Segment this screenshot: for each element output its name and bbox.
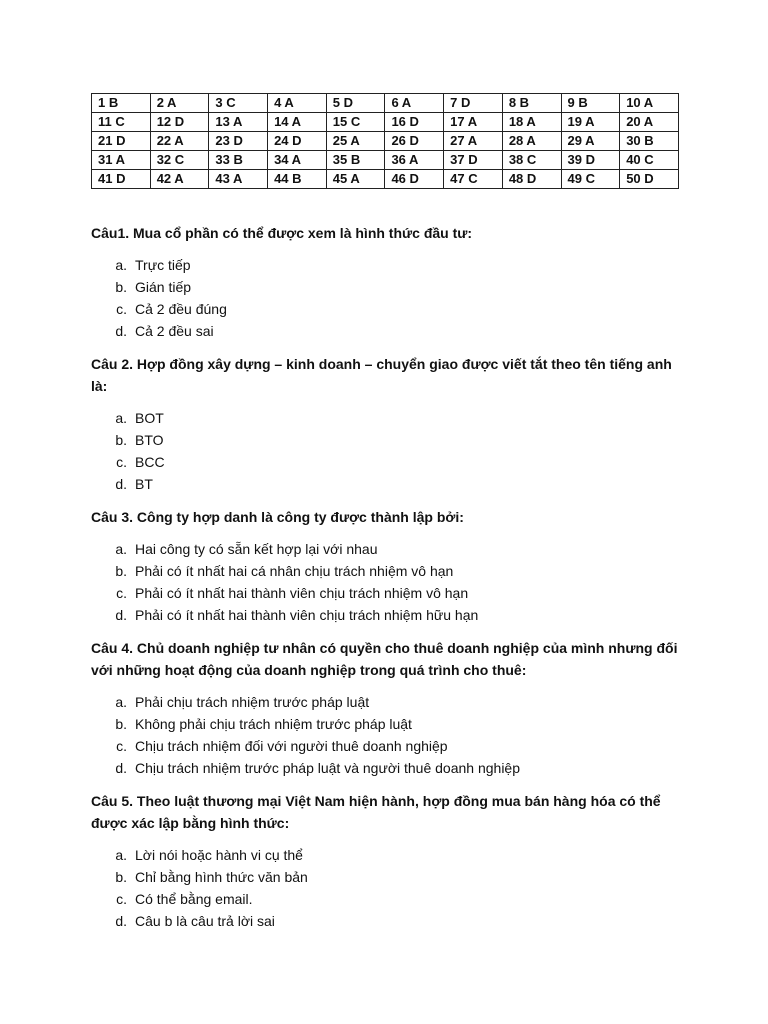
option-text: Phải chịu trách nhiệm trước pháp luật	[135, 694, 370, 710]
option-marker: d.	[115, 760, 127, 776]
answer-key-cell: 26 D	[385, 132, 444, 151]
option-text: Hai công ty có sẵn kết hợp lại với nhau	[135, 541, 378, 557]
answer-key-cell: 46 D	[385, 170, 444, 189]
option-item	[91, 691, 691, 713]
answer-key-cell: 9 B	[561, 94, 620, 113]
option-item	[91, 604, 691, 626]
option-list	[91, 538, 691, 626]
question-block	[91, 790, 691, 932]
option-text: Gián tiếp	[135, 279, 192, 295]
option-text: Trực tiếp	[135, 257, 191, 273]
answer-key-cell: 25 A	[326, 132, 385, 151]
option-item	[91, 407, 691, 429]
answer-key-cell: 14 A	[268, 113, 327, 132]
option-marker: b.	[115, 279, 127, 295]
option-marker: b.	[115, 869, 127, 885]
option-text: BTO	[135, 432, 164, 448]
option-marker: a.	[115, 847, 127, 863]
answer-key-cell: 5 D	[326, 94, 385, 113]
answer-key-cell: 4 A	[268, 94, 327, 113]
question-title: Câu1. Mua cổ phần có thể được xem là hình thức đầu tư:	[91, 225, 473, 241]
option-marker: a.	[115, 541, 127, 557]
option-text: Phải có ít nhất hai cá nhân chịu trách nhiệm vô hạn	[135, 563, 454, 579]
answer-key-cell: 50 D	[620, 170, 679, 189]
answer-key-cell: 7 D	[444, 94, 503, 113]
option-item	[91, 538, 691, 560]
option-marker: a.	[115, 257, 127, 273]
option-text: Phải có ít nhất hai thành viên chịu trách nhiệm hữu hạn	[135, 607, 479, 623]
answer-key-row	[92, 113, 679, 132]
answer-key-cell: 38 C	[502, 151, 561, 170]
answer-key-cell: 2 A	[150, 94, 209, 113]
answer-key-row	[92, 170, 679, 189]
option-list	[91, 691, 691, 779]
answer-key-cell: 30 B	[620, 132, 679, 151]
answer-key-cell: 3 C	[209, 94, 268, 113]
option-item	[91, 429, 691, 451]
question-block	[91, 637, 691, 779]
option-item	[91, 844, 691, 866]
answer-key-cell: 27 A	[444, 132, 503, 151]
option-text: BOT	[135, 410, 164, 426]
answer-key-cell: 48 D	[502, 170, 561, 189]
option-marker: d.	[115, 607, 127, 623]
option-item	[91, 866, 691, 888]
question-title: Câu 3. Công ty hợp danh là công ty được thành lập bởi:	[91, 509, 464, 525]
option-text: Cả 2 đều đúng	[135, 301, 227, 317]
option-item	[91, 735, 691, 757]
option-item	[91, 451, 691, 473]
question-title: Câu 4. Chủ doanh nghiệp tư nhân có quyền cho thuê doanh nghiệp của mình nhưng đối với những hoạt động của doanh nghiệp trong quá trình cho thuê:	[91, 640, 678, 678]
option-text: Lời nói hoặc hành vi cụ thể	[135, 847, 303, 863]
option-marker: a.	[115, 410, 127, 426]
question-block	[91, 222, 691, 342]
option-text: Cả 2 đều sai	[135, 323, 214, 339]
answer-key-cell: 49 C	[561, 170, 620, 189]
question-block	[91, 506, 691, 626]
option-marker: b.	[115, 716, 127, 732]
question-title: Câu 5. Theo luật thương mại Việt Nam hiện hành, hợp đồng mua bán hàng hóa có thể được xác lập bằng hình thức:	[91, 793, 661, 831]
option-text: Chịu trách nhiệm đối với người thuê doanh nghiệp	[135, 738, 448, 754]
answer-key-cell: 18 A	[502, 113, 561, 132]
option-list	[91, 254, 691, 342]
answer-key-body	[92, 94, 679, 189]
option-text: Câu b là câu trả lời sai	[135, 913, 275, 929]
option-text: Có thể bằng email.	[135, 891, 253, 907]
answer-key-cell: 35 B	[326, 151, 385, 170]
option-item	[91, 582, 691, 604]
answer-key-cell: 31 A	[92, 151, 151, 170]
answer-key-cell: 1 B	[92, 94, 151, 113]
answer-key-row	[92, 132, 679, 151]
answer-key-cell: 41 D	[92, 170, 151, 189]
answer-key-cell: 19 A	[561, 113, 620, 132]
option-text: Chỉ bằng hình thức văn bản	[135, 869, 308, 885]
answer-key-cell: 10 A	[620, 94, 679, 113]
answer-key-cell: 24 D	[268, 132, 327, 151]
answer-key-cell: 16 D	[385, 113, 444, 132]
question-block	[91, 353, 691, 495]
option-item	[91, 910, 691, 932]
answer-key-cell: 33 B	[209, 151, 268, 170]
option-marker: c.	[116, 301, 127, 317]
option-item	[91, 298, 691, 320]
option-text: Không phải chịu trách nhiệm trước pháp luật	[135, 716, 412, 732]
answer-key-cell: 32 C	[150, 151, 209, 170]
answer-key-row	[92, 151, 679, 170]
answer-key-cell: 29 A	[561, 132, 620, 151]
option-text: Phải có ít nhất hai thành viên chịu trách nhiệm vô hạn	[135, 585, 469, 601]
option-marker: d.	[115, 476, 127, 492]
answer-key-cell: 45 A	[326, 170, 385, 189]
option-marker: b.	[115, 432, 127, 448]
option-item	[91, 888, 691, 910]
answer-key-cell: 11 C	[92, 113, 151, 132]
question-title: Câu 2. Hợp đồng xây dựng – kinh doanh – chuyển giao được viết tắt theo tên tiếng anh là:	[91, 356, 672, 394]
answer-key-cell: 44 B	[268, 170, 327, 189]
answer-key-cell: 39 D	[561, 151, 620, 170]
option-item	[91, 473, 691, 495]
option-list	[91, 844, 691, 932]
option-marker: c.	[116, 738, 127, 754]
answer-key-cell: 13 A	[209, 113, 268, 132]
answer-key-cell: 15 C	[326, 113, 385, 132]
option-marker: b.	[115, 563, 127, 579]
option-marker: a.	[115, 694, 127, 710]
answer-key-cell: 23 D	[209, 132, 268, 151]
answer-key-cell: 20 A	[620, 113, 679, 132]
answer-key-table	[91, 93, 679, 189]
option-marker: d.	[115, 323, 127, 339]
answer-key-cell: 47 C	[444, 170, 503, 189]
option-text: BT	[135, 476, 153, 492]
option-marker: c.	[116, 891, 127, 907]
answer-key-cell: 43 A	[209, 170, 268, 189]
answer-key-cell: 17 A	[444, 113, 503, 132]
option-text: BCC	[135, 454, 165, 470]
option-marker: d.	[115, 913, 127, 929]
option-item	[91, 254, 691, 276]
option-list	[91, 407, 691, 495]
answer-key-cell: 12 D	[150, 113, 209, 132]
answer-key-cell: 8 B	[502, 94, 561, 113]
answer-key-cell: 37 D	[444, 151, 503, 170]
option-item	[91, 276, 691, 298]
answer-key-cell: 6 A	[385, 94, 444, 113]
option-item	[91, 757, 691, 779]
question-list	[91, 222, 691, 943]
answer-key-cell: 28 A	[502, 132, 561, 151]
option-marker: c.	[116, 585, 127, 601]
option-marker: c.	[116, 454, 127, 470]
answer-key-cell: 22 A	[150, 132, 209, 151]
option-item	[91, 713, 691, 735]
answer-key-cell: 34 A	[268, 151, 327, 170]
answer-key-cell: 21 D	[92, 132, 151, 151]
answer-key-row	[92, 94, 679, 113]
option-item	[91, 320, 691, 342]
option-text: Chịu trách nhiệm trước pháp luật và người thuê doanh nghiệp	[135, 760, 521, 776]
answer-key-cell: 42 A	[150, 170, 209, 189]
answer-key-cell: 40 C	[620, 151, 679, 170]
answer-key-cell: 36 A	[385, 151, 444, 170]
option-item	[91, 560, 691, 582]
